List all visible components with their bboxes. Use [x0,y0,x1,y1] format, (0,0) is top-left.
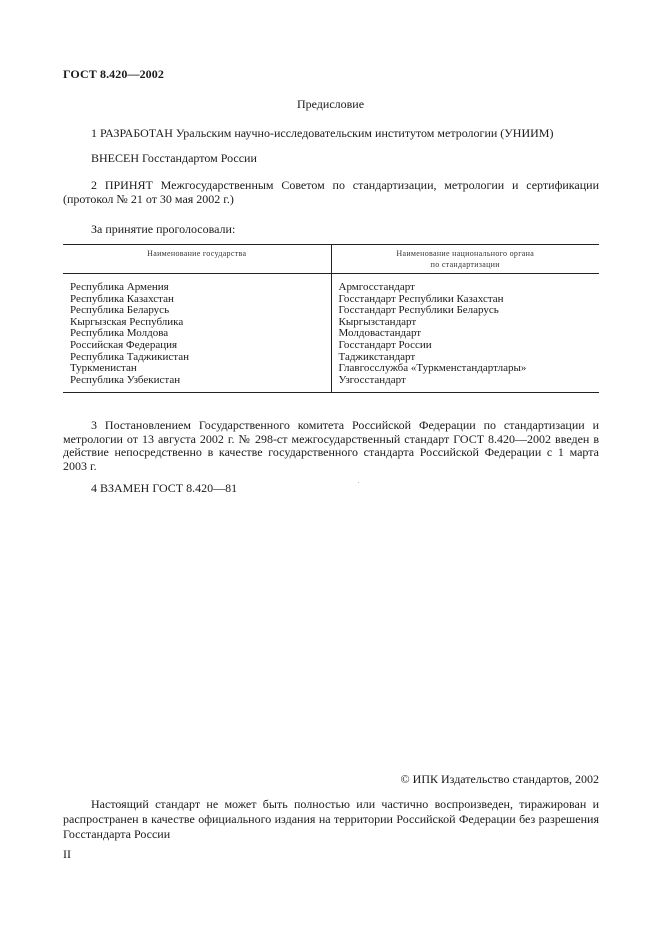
list-item: Таджикстандарт [338,350,416,363]
column-header-state: Наименование государства [63,245,331,274]
list-item: Госстандарт Республики Казахстан [338,292,504,305]
reproduction-notice: Настоящий стандарт не может быть полностью или частично воспроизведен, тиражирован и распространен в качестве официального издания на территории Российской Федерации без разрешения Госстандарта России [63,797,599,841]
list-item: Республика Армения [70,281,169,293]
list-item: Узгосстандарт [338,373,406,386]
voting-table [63,244,599,393]
list-item: Туркменистан [70,362,137,375]
paragraph-enacted: 3 Постановлением Государственного комитета Российской Федерации по стандартизации и метрологии от 13 августа 2002 г. № 298-ст межгосударственный стандарт ГОСТ 8.420—2002 введен в действие непосредственно в качестве государственного стандарта Российской Федерации с 1 марта 2003 г. [63,418,599,473]
list-item: Российская Федерация [70,338,178,351]
paragraph-replaces: 4 ВЗАМЕН ГОСТ 8.420—81 [91,481,238,495]
list-item: Республика Молдова [70,327,169,340]
list-item: Кыргызская Республика [70,315,184,328]
state-list [63,274,331,393]
vote-intro: За принятие проголосовали: [91,222,236,236]
paragraph-developed: 1 РАЗРАБОТАН Уральским научно-исследовательским институтом метрологии (УНИИМ) [91,126,554,140]
list-item: Республика Беларусь [70,304,170,317]
paragraph-adopted: 2 ПРИНЯТ Межгосударственным Советом по стандартизации, метрологии и сертификации (протокол № 21 от 30 мая 2002 г.) [63,178,599,206]
list-item: Армгосстандарт [338,281,415,293]
standard-code: ГОСТ 8.420—2002 [63,67,164,81]
page-title: Предисловие [296,97,365,111]
body-list [331,274,599,393]
column-header-body: Наименование национального органа по стандартизации [331,245,599,274]
list-item: Кыргызстандарт [338,315,417,328]
list-item: Республика Таджикистан [70,350,189,363]
list-item: Госстандарт России [338,338,432,351]
list-item: Молдовастандарт [338,327,422,340]
copyright-notice: © ИПК Издательство стандартов, 2002 [400,772,599,786]
list-item: Госстандарт Республики Беларусь [338,304,499,317]
list-item: Главгосслужба «Туркменстандартлары» [338,362,527,375]
list-item: Республика Узбекистан [70,373,181,386]
list-item: Республика Казахстан [70,292,174,305]
page-number: II [63,847,71,861]
table-row [63,274,599,393]
paragraph-submitted: ВНЕСЕН Госстандартом России [91,151,257,165]
